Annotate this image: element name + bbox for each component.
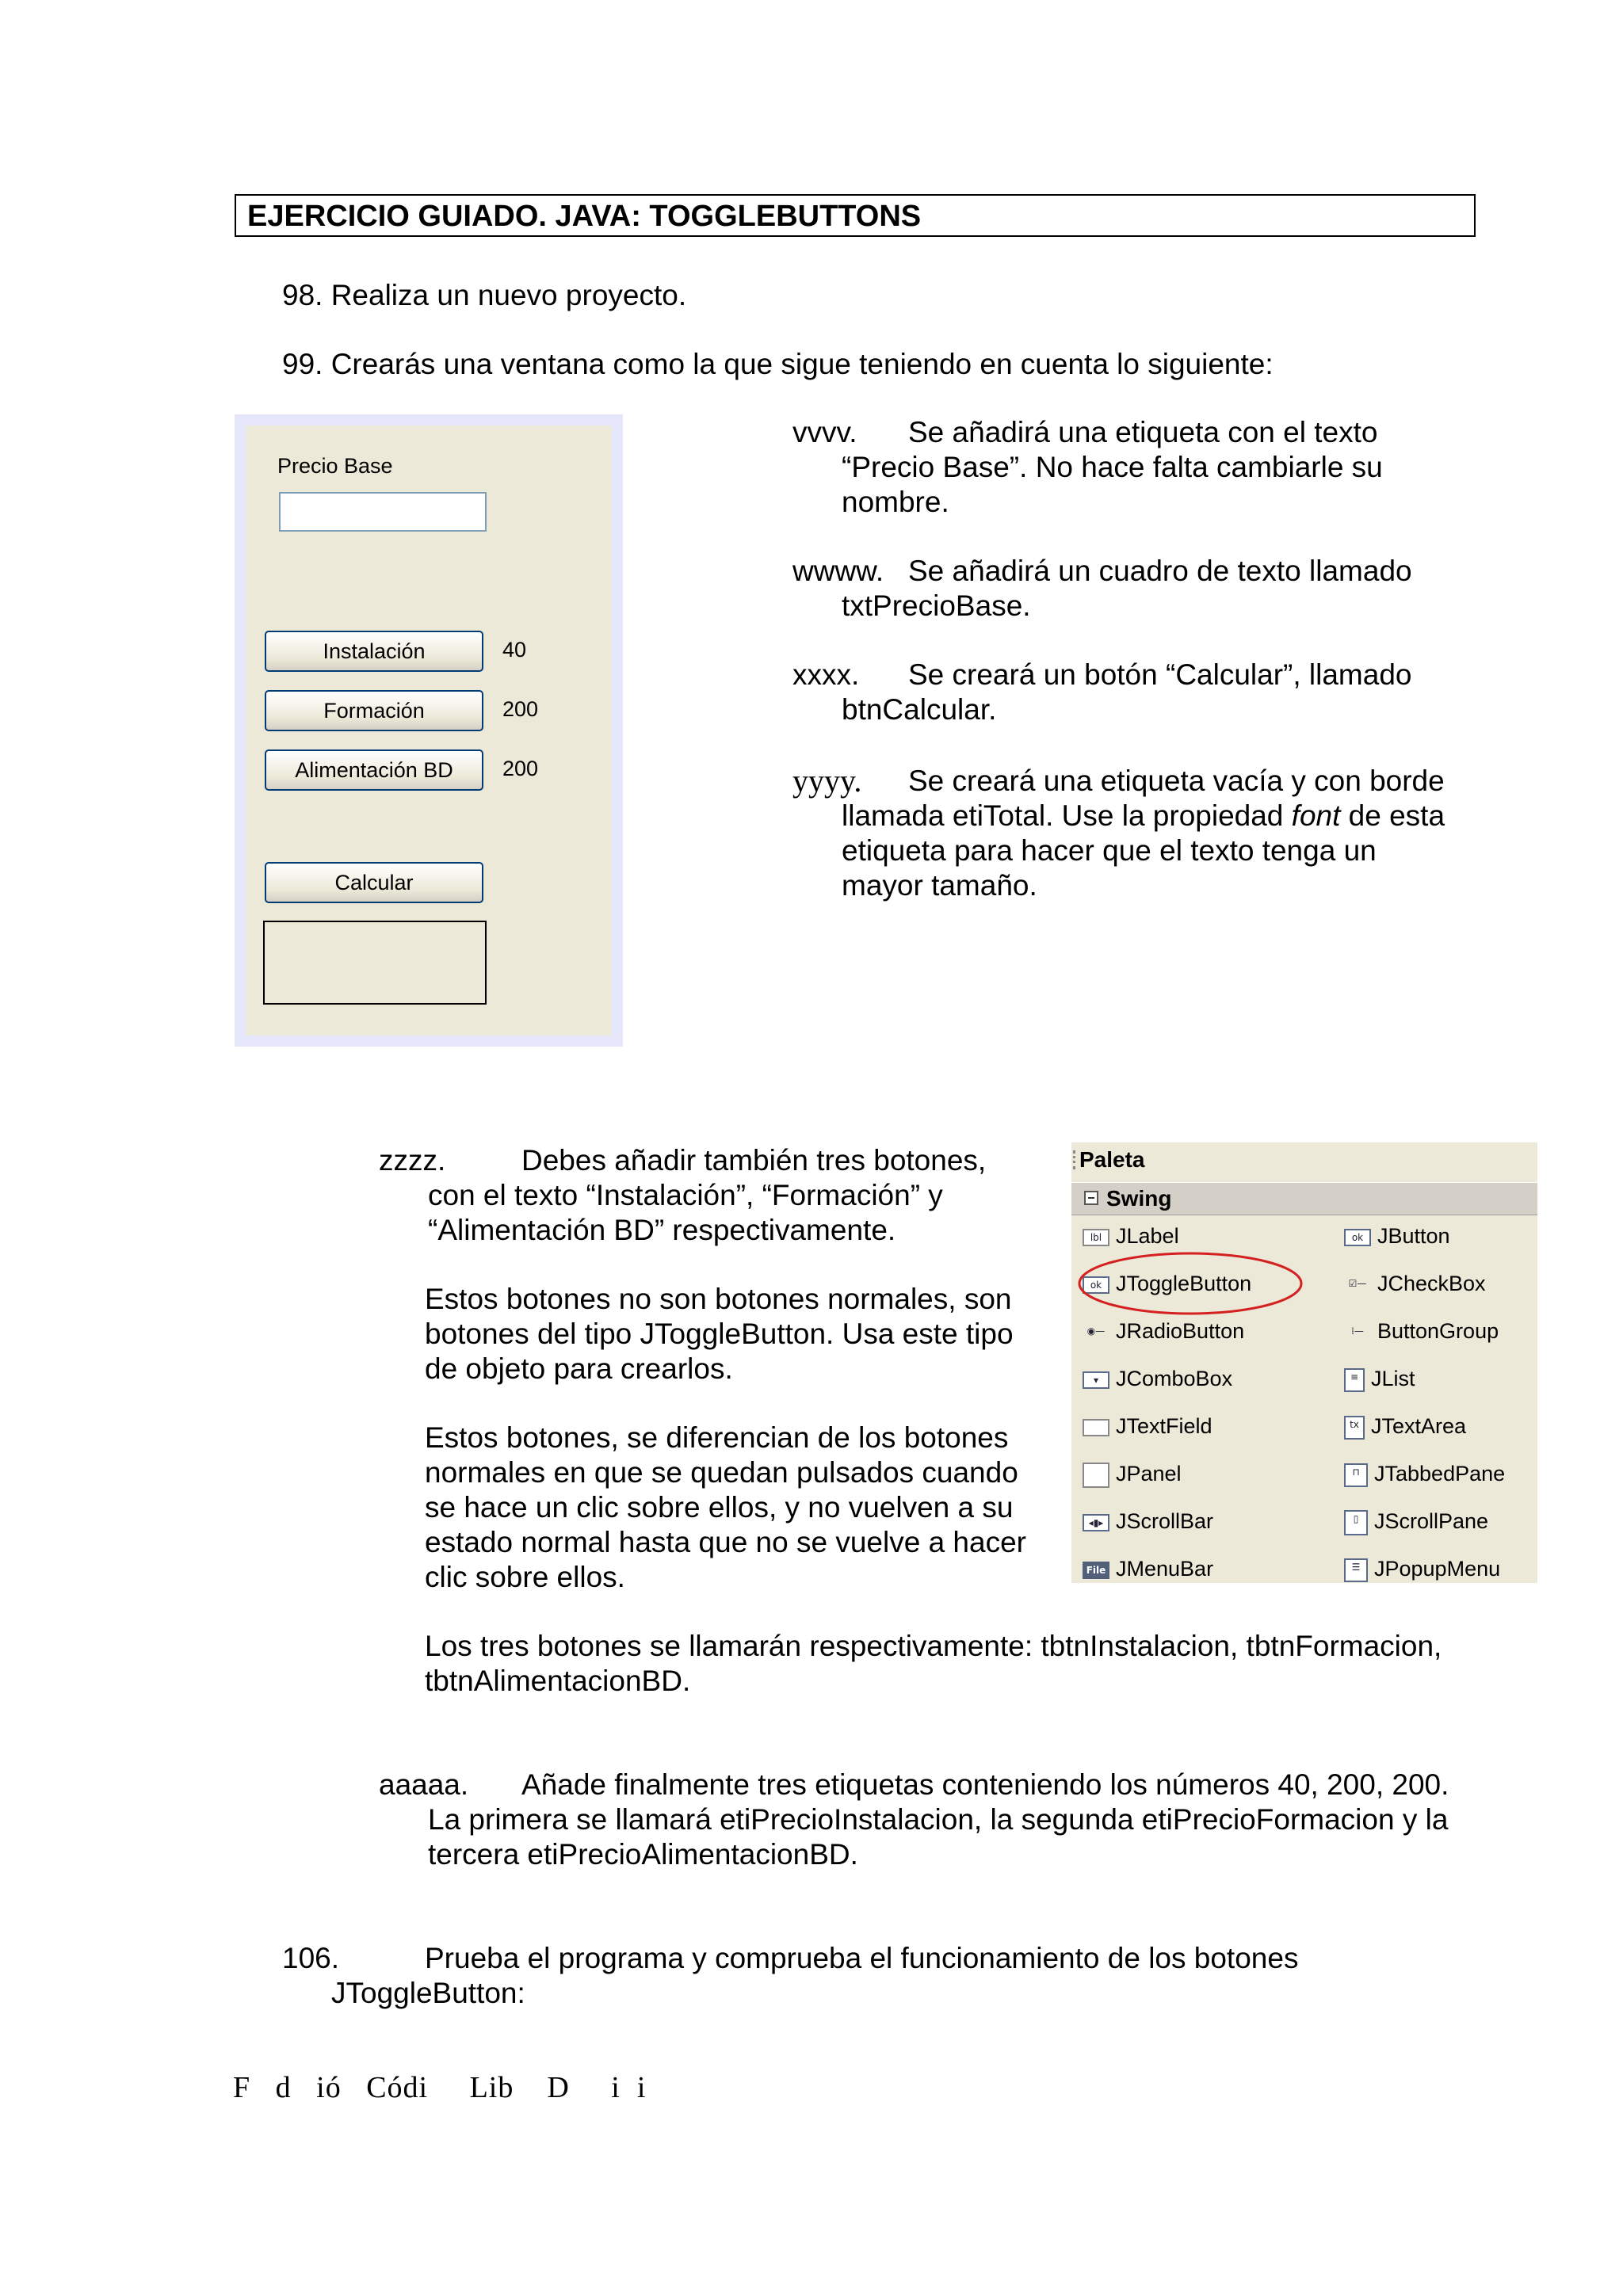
text-area-icon: tx (1344, 1416, 1365, 1440)
step-106-line: Prueba el programa y comprueba el funcionamiento de los botones (425, 1942, 1299, 1974)
item-xxxx-marker: xxxx. (792, 658, 860, 691)
item-zzzz-line: con el texto “Instalación”, “Formación” y (428, 1179, 943, 1211)
item-aaaaa-marker: aaaaa. (379, 1768, 469, 1801)
palette-screenshot (1071, 1142, 1537, 1583)
item-vvvv-line: nombre. (842, 486, 949, 518)
palette-item-jlist[interactable] (1344, 1363, 1415, 1394)
palette-item-label: JScrollBar (1116, 1509, 1214, 1533)
para-diff-line: se hace un clic sobre ellos, y no vuelven a su (425, 1491, 1014, 1524)
item-wwww-marker: wwww. (792, 555, 884, 587)
item-vvvv-line: Se añadirá una etiqueta con el texto (908, 416, 1378, 448)
step-99: 99. Crearás una ventana como la que sigue teniendo en cuenta lo siguiente: (282, 348, 1274, 380)
palette-item-label: ButtonGroup (1377, 1319, 1499, 1343)
para-diff-line: Estos botones, se diferencian de los botones (425, 1421, 1009, 1454)
para-diff-line: normales en que se quedan pulsados cuando (425, 1456, 1018, 1489)
palette-item-jradiobutton[interactable] (1083, 1315, 1244, 1347)
menu-bar-icon: File (1083, 1562, 1109, 1579)
grip-icon (1073, 1150, 1078, 1169)
exercise-title-box (235, 194, 1476, 237)
item-yyyy-line2-post: de esta (1340, 799, 1445, 832)
para-toggle-line: botones del tipo JToggleButton. Usa este tipo (425, 1318, 1014, 1350)
item-yyyy-line: Se creará una etiqueta vacía y con borde (908, 765, 1445, 797)
scroll-bar-icon: ◂▮▸ (1083, 1514, 1109, 1531)
item-yyyy-line2-em: font (1291, 799, 1341, 832)
item-vvvv-marker: vvvv. (792, 416, 857, 448)
palette-item-label: JToggleButton (1116, 1272, 1252, 1295)
palette-item-label: JCheckBox (1377, 1272, 1486, 1295)
palette-item-label: JPanel (1116, 1462, 1182, 1486)
palette-item-label: JMenuBar (1116, 1557, 1214, 1581)
palette-item-label: JTextField (1116, 1414, 1212, 1438)
toggle-button-icon: ok (1083, 1276, 1109, 1294)
tabbed-pane-icon: ⊓ (1344, 1463, 1368, 1487)
swing-section-header[interactable] (1071, 1182, 1537, 1215)
check-box-icon: ☑— (1348, 1277, 1367, 1289)
item-aaaaa-line: tercera etiPrecioAlimentacionBD. (428, 1838, 858, 1871)
precio-base-input[interactable] (279, 492, 487, 532)
highlight-ellipse (1071, 1238, 1309, 1317)
toggle-formacion-button[interactable]: Formación (265, 690, 483, 731)
calcular-button[interactable]: Calcular (265, 862, 483, 903)
toggle-alimentacion-button[interactable]: Alimentación BD (265, 749, 483, 791)
list-icon: ≡ (1344, 1368, 1365, 1392)
para-names-line: tbtnAlimentacionBD. (425, 1665, 691, 1697)
toggle-instalacion-button[interactable]: Instalación (265, 631, 483, 672)
precio-alimentacion-label: 200 (502, 757, 539, 780)
item-yyyy-line2 (842, 799, 1445, 833)
item-vvvv-line: “Precio Base”. No hace falta cambiarle su (842, 451, 1383, 483)
item-yyyy-line: etiqueta para hacer que el texto tenga un (842, 834, 1377, 867)
para-diff-line: estado normal hasta que no se vuelve a hacer (425, 1526, 1026, 1558)
panel-icon (1083, 1463, 1109, 1488)
item-aaaaa-line: La primera se llamará etiPrecioInstalacion, la segunda etiPrecioFormacion y la (428, 1803, 1449, 1836)
palette-item-label: JPopupMenu (1374, 1557, 1501, 1581)
para-names-line: Los tres botones se llamarán respectivamente: tbtnInstalacion, tbtnFormacion, (425, 1630, 1442, 1662)
item-zzzz-line: Debes añadir también tres botones, (521, 1144, 987, 1177)
text-field-icon (1083, 1419, 1109, 1436)
item-zzzz-marker: zzzz. (379, 1144, 446, 1177)
window-panel (246, 425, 612, 1035)
palette-item-jpopupmenu[interactable] (1344, 1553, 1500, 1583)
item-xxxx-line: Se creará un botón “Calcular”, llamado (908, 658, 1412, 691)
window-screenshot (235, 414, 623, 1047)
palette-item-jcheckbox[interactable] (1344, 1268, 1486, 1299)
collapse-icon[interactable] (1084, 1191, 1098, 1205)
exercise-title: EJERCICIO GUIADO. JAVA: TOGGLEBUTTONS (247, 200, 922, 233)
palette-item-buttongroup[interactable] (1344, 1315, 1499, 1347)
step-106-line: JToggleButton: (331, 1977, 525, 2009)
palette-item-label: JButton (1377, 1224, 1450, 1248)
label-icon: lbl (1083, 1229, 1109, 1246)
item-wwww-line: Se añadirá un cuadro de texto llamado (908, 555, 1412, 587)
combo-box-icon: ▾ (1083, 1371, 1109, 1389)
item-wwww-line: txtPrecioBase. (842, 589, 1031, 622)
para-toggle-line: Estos botones no son botones normales, son (425, 1283, 1012, 1315)
page-footer: F d ió Códi Lib D i i (233, 2071, 647, 2104)
item-aaaaa-line: Añade finalmente tres etiquetas conteniendo los números 40, 200, 200. (521, 1768, 1449, 1801)
total-label-box (263, 921, 487, 1005)
palette-item-jtabbedpane[interactable] (1344, 1458, 1505, 1489)
palette-item-jscrollpane[interactable] (1344, 1505, 1488, 1537)
palette-item-label: JRadioButton (1116, 1319, 1245, 1343)
para-toggle-line: de objeto para crearlos. (425, 1352, 733, 1385)
swing-section-label: Swing (1106, 1186, 1172, 1211)
palette-item-jtextarea[interactable] (1344, 1410, 1466, 1442)
item-yyyy-line2-pre: llamada etiTotal. Use la propiedad (842, 799, 1292, 832)
item-yyyy-line: mayor tamaño. (842, 869, 1037, 902)
palette-title: Paleta (1079, 1147, 1145, 1172)
palette-item-jcombobox[interactable] (1083, 1363, 1232, 1394)
item-zzzz-line: “Alimentación BD” respectivamente. (428, 1214, 896, 1246)
palette-item-label: JTabbedPane (1374, 1462, 1506, 1486)
precio-formacion-label: 200 (502, 697, 539, 721)
palette-item-jmenubar[interactable] (1083, 1553, 1213, 1583)
palette-item-label: JTextArea (1371, 1414, 1467, 1438)
button-group-icon: ⁞— (1351, 1325, 1364, 1337)
radio-button-icon: ◉— (1086, 1325, 1106, 1337)
step-106-marker: 106. (282, 1942, 340, 1974)
para-diff-line: clic sobre ellos. (425, 1561, 625, 1593)
palette-item-label: JComboBox (1116, 1367, 1233, 1390)
palette-item-jpanel[interactable] (1083, 1458, 1182, 1489)
palette-item-jscrollbar[interactable] (1083, 1505, 1213, 1537)
palette-item-label: JScrollPane (1374, 1509, 1489, 1533)
popup-menu-icon: ☰ (1344, 1558, 1368, 1582)
item-yyyy-marker: yyyy. (792, 763, 862, 799)
item-xxxx-line: btnCalcular. (842, 693, 997, 726)
palette-item-jbutton[interactable] (1344, 1220, 1450, 1252)
button-icon: ok (1344, 1229, 1371, 1246)
precio-instalacion-label: 40 (502, 638, 527, 662)
step-98: 98. Realiza un nuevo proyecto. (282, 279, 687, 311)
precio-base-label: Precio Base (277, 454, 393, 478)
palette-item-label: JLabel (1116, 1224, 1179, 1248)
palette-item-label: JList (1371, 1367, 1415, 1390)
scroll-pane-icon: ▯ (1344, 1510, 1368, 1535)
palette-item-jtextfield[interactable] (1083, 1410, 1212, 1442)
